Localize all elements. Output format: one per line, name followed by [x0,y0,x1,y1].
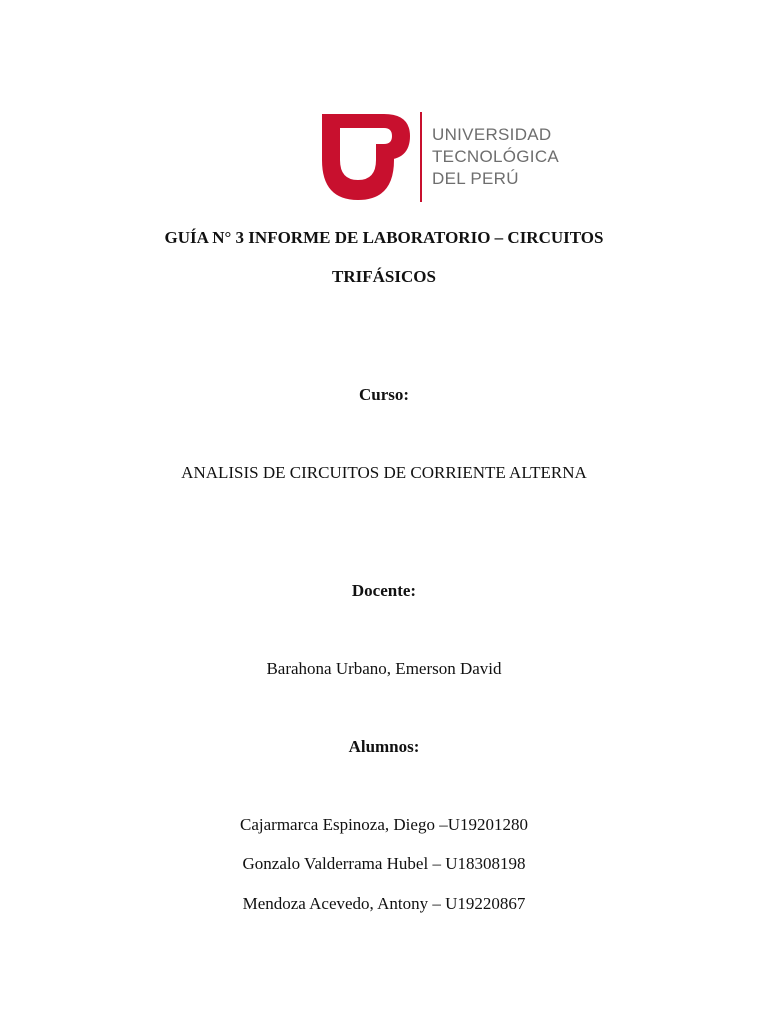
teacher-label: Docente: [351,581,417,600]
teacher-name: Barahona Urbano, Emerson David [266,659,502,678]
logo-line-2: TECNOLÓGICA [432,147,560,166]
logo-wordmark [432,124,559,190]
student-item: Mendoza Acevedo, Antony – U19220867 [242,894,526,913]
course-label: Curso: [358,385,410,404]
document-title-line-2: TRIFÁSICOS [332,267,436,286]
course-name: ANALISIS DE CIRCUITOS DE CORRIENTE ALTERNA [181,463,587,482]
students-label: Alumnos: [348,737,420,756]
logo-line-1: UNIVERSIDAD [432,125,552,144]
logo-line-3: DEL PERÚ [432,169,519,188]
utp-logo-mark [318,108,414,204]
utp-logo [318,108,558,204]
document-title-line-1: GUÍA N° 3 INFORME DE LABORATORIO – CIRCUITOS [164,228,604,247]
student-item: Gonzalo Valderrama Hubel – U18308198 [242,854,526,873]
student-item: Cajarmarca Espinoza, Diego –U19201280 [240,815,528,834]
logo-divider [420,112,422,202]
